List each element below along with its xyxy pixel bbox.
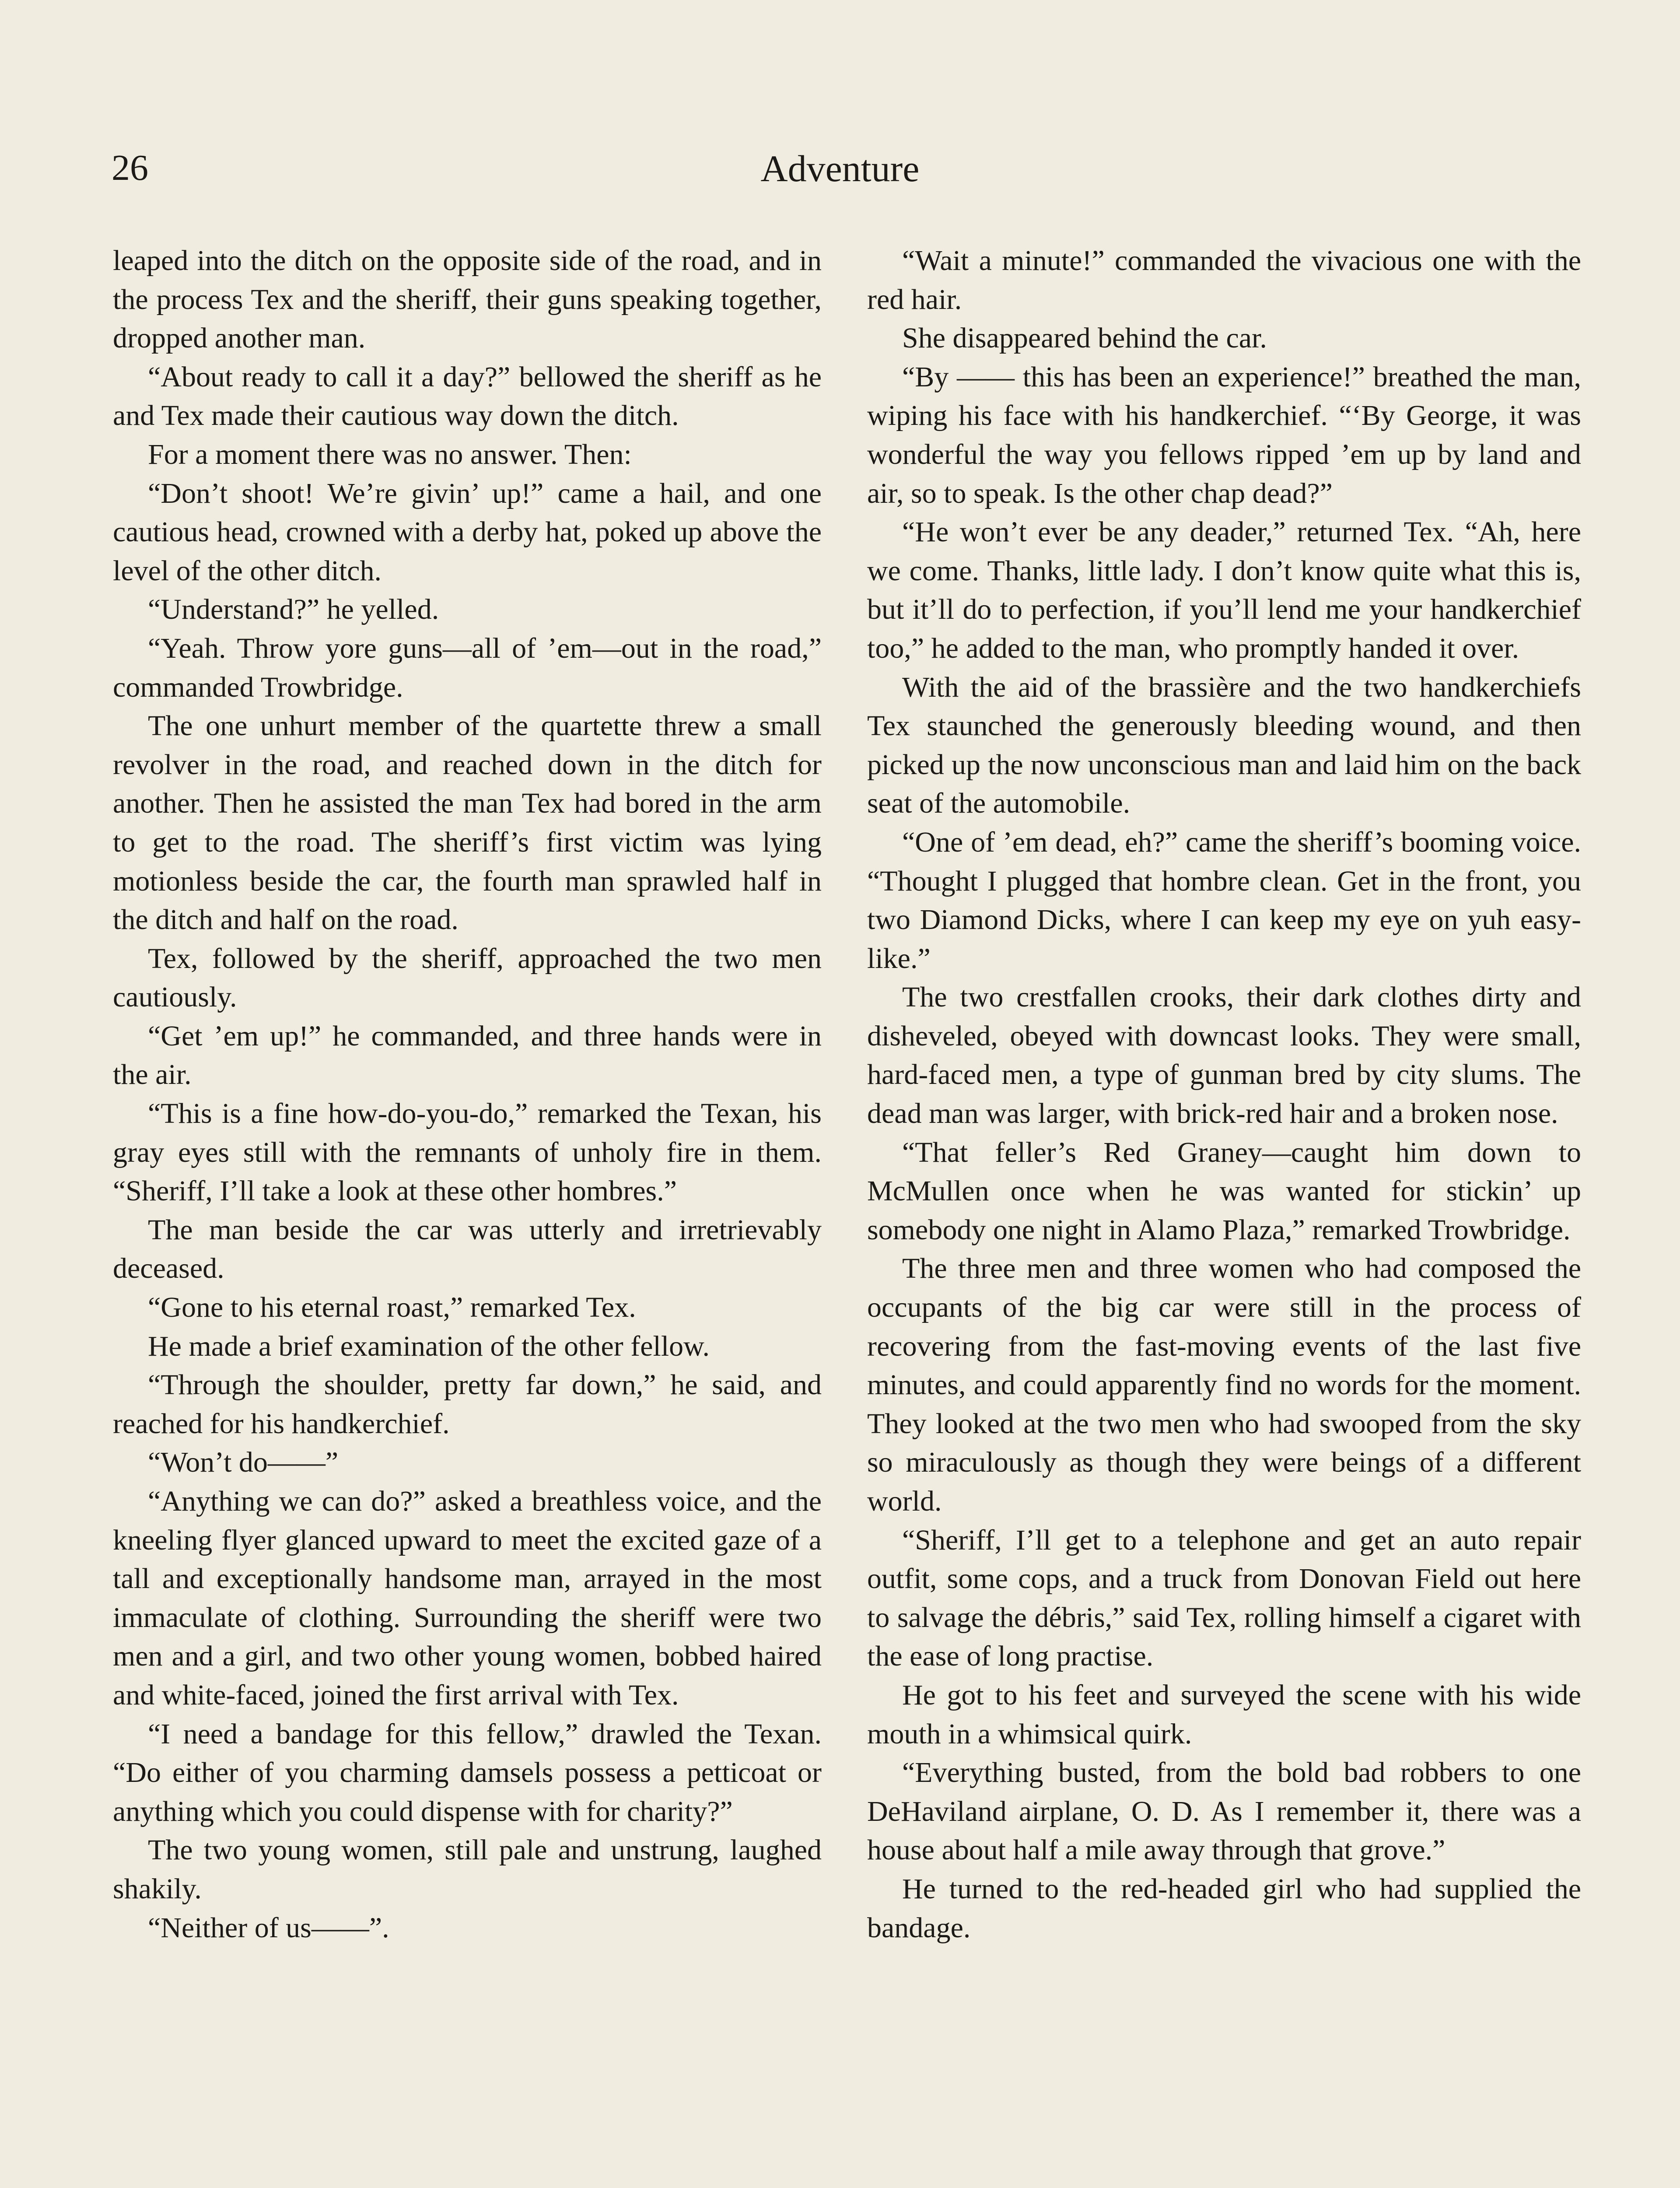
paragraph: “That feller’s Red Graney—caught him down to McMullen once when he was wanted for stickin’ up somebody one night in Alamo Plaza,” remarked Trowbridge. [867,1136,1581,1246]
paragraph: “About ready to call it a day?” bellowed the sheriff as he and Tex made their cautious way down the ditch. [113,361,822,432]
page-header [112,147,1568,199]
paragraph: She disappeared behind the car. [902,322,1267,354]
paragraph: He got to his feet and surveyed the scene with his wide mouth in a whimsical quirk. [867,1679,1581,1750]
paragraph: He turned to the red-headed girl who had supplied the bandage. [867,1872,1581,1944]
paragraph: The man beside the car was utterly and irretrievably deceased. [113,1213,822,1285]
paragraph: “Anything we can do?” asked a breathless voice, and the kneeling flyer glanced upward to meet the excited gaze of a tall and exceptionally handsome man, arrayed in the most immaculate of clothing. Surrounding the sheriff were two men and a girl, and two other young women, bobbed haired and white-faced, joined the first arrival with Tex. [113,1485,822,1711]
paragraph: “Don’t shoot! We’re givin’ up!” came a hail, and one cautious head, crowned with a derby hat, poked up above the level of the other ditch. [113,477,822,587]
paragraph: “Won’t do——” [148,1446,339,1479]
paragraph: “This is a fine how-do-you-do,” remarked the Texan, his gray eyes still with the remnants of unholy fire in them. “Sheriff, I’ll take a look at these other hombres.” [113,1098,822,1207]
paragraph: “Gone to his eternal roast,” remarked Tex. [148,1291,636,1324]
paragraph: The three men and three women who had composed the occupants of the big car were still in the process of recovering from the fast-moving events of the last five minutes, and could apparently find no words for the moment. They looked at the two men who had swooped from the sky so miraculously as though they were beings of a different world. [867,1252,1581,1517]
paragraph: Tex, followed by the sheriff, approached the two men cautiously. [113,942,822,1013]
paragraph: With the aid of the brassière and the two handkerchiefs Tex staunched the generously bleeding wound, and then picked up the now unconscious man and laid him on the back seat of the automobile. [867,671,1581,820]
paragraph: “Yeah. Throw yore guns—all of ’em—out in the road,” commanded Trowbridge. [113,632,822,703]
paragraph: The two crestfallen crooks, their dark clothes dirty and disheveled, obeyed with downcast looks. They were small, hard-faced men, a type of gunman bred by city slums. The dead man was larger, with brick-red hair and a broken nose. [867,981,1581,1130]
paragraph: He made a brief examination of the other fellow. [148,1330,710,1362]
paragraph: “One of ’em dead, eh?” came the sheriff’s booming voice. “Thought I plugged that hombre clean. Get in the front, you two Diamond Dicks, where I can keep my eye on yuh easy-like.” [867,826,1581,975]
paragraph: For a moment there was no answer. Then: [148,438,632,470]
paragraph: “Everything busted, from the bold bad robbers to one DeHaviland airplane, O. D. As I remember it, there was a house about half a mile away through that grove.” [867,1757,1581,1866]
paragraph: “By —— this has been an experience!” breathed the man, wiping his face with his handkerchief. “‘By George, it was wonderful the way you fellows ripped ’em up by land and air, so to speak. Is the other chap dead?” [867,361,1581,509]
paragraph: leaped into the ditch on the opposite side of the road, and in the process Tex and the sheriff, their guns speaking together, dropped another man. [113,245,822,354]
paragraph: “Through the shoulder, pretty far down,” he said, and reached for his handkerchief. [113,1369,822,1440]
paragraph: “Sheriff, I’ll get to a telephone and get an auto repair outfit, some cops, and a truck from Donovan Field out here to salvage the débris,” said Tex, rolling himself a cigaret with the ease of long practise. [867,1524,1581,1673]
paragraph: The one unhurt member of the quartette threw a small revolver in the road, and reached down in the ditch for another. Then he assisted the man Tex had bored in the arm to get to the road. The sheriff’s first victim was lying motionless beside the car, the fourth man sprawled half in the ditch and half on the road. [113,710,822,936]
running-head: Adventure [760,147,920,189]
paragraph: “Understand?” he yelled. [148,593,439,626]
paragraph: “I need a bandage for this fellow,” drawled the Texan. “Do either of you charming damsels possess a petticoat or anything which you could dispense with for charity?” [113,1718,822,1827]
paragraph: “Neither of us——”. [148,1911,389,1944]
paragraph: “Get ’em up!” he commanded, and three hands were in the air. [113,1020,822,1091]
paragraph: The two young women, still pale and unstrung, laughed shakily. [113,1834,822,1905]
paragraph: “Wait a minute!” commanded the vivacious one with the red hair. [867,245,1581,316]
left-column [113,242,822,1947]
right-column [867,242,1581,1947]
page-number: 26 [112,147,148,188]
paragraph: “He won’t ever be any deader,” returned Tex. “Ah, here we come. Thanks, little lady. I don’t know quite what this is, but it’ll do to perfection, if you’ll lend me your handkerchief too,” he added to the man, who promptly handed it over. [867,516,1581,664]
